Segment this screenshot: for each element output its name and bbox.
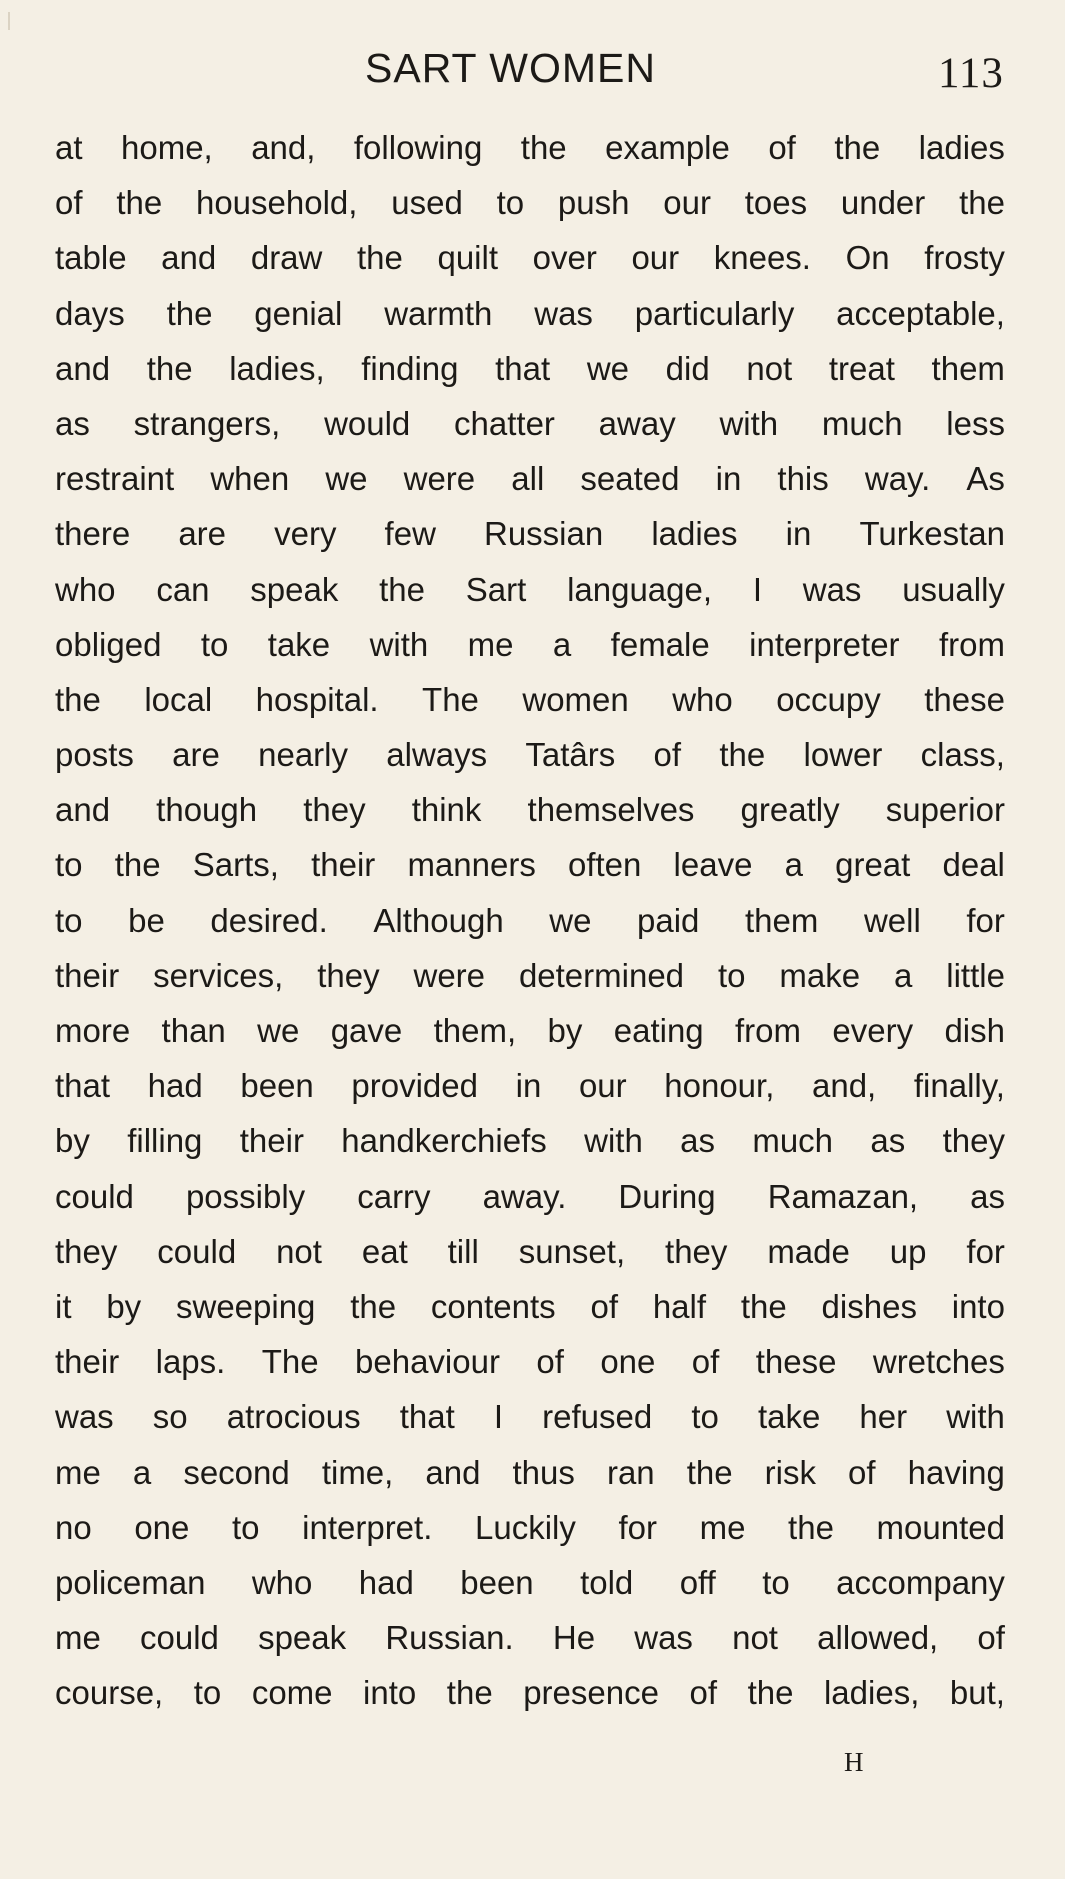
word: her [859,1398,908,1436]
word: hospital. [255,680,379,718]
word: are [178,515,227,553]
word: our [631,239,680,277]
text-line [55,617,1005,672]
word: often [567,846,642,884]
word: under [840,184,926,222]
word: not [276,1232,322,1270]
word: up [889,1232,927,1270]
word: language, [567,570,713,608]
word: over [532,239,597,277]
text-line [55,727,1005,782]
word: it [55,1287,72,1325]
word: determined [518,956,685,994]
word: the [114,846,161,884]
word: me [467,625,514,663]
word: in [515,1067,542,1105]
word: posts [55,736,134,774]
word: services, [153,956,284,994]
word: Luckily [474,1508,576,1546]
word: make [779,956,861,994]
word: seated [580,460,680,498]
word: with [369,625,429,663]
word: little [946,956,1005,994]
word: by [55,1122,90,1160]
word: that [495,349,551,387]
word: not [732,1619,778,1657]
word: class, [920,736,1005,774]
word: to [232,1508,260,1546]
word: half [652,1287,707,1325]
word: the [747,1674,794,1712]
word: to [717,956,746,994]
word: draw [250,239,323,277]
word: made [767,1232,850,1270]
word: would [324,404,411,442]
word: the [719,736,766,774]
word: we [325,460,368,498]
text-line [55,230,1005,285]
word: but, [949,1674,1005,1712]
word: home, [121,129,213,166]
word: accompany [836,1563,1005,1601]
word: who [672,680,733,718]
word: no [55,1508,92,1546]
word: a [894,956,913,994]
text-line [55,1555,1005,1610]
word: and [55,349,111,387]
word: push [557,184,630,222]
word: these [924,680,1005,718]
word: and [425,1453,481,1491]
word: ladies, [229,349,325,387]
word: much [752,1122,834,1160]
word: I [752,570,762,608]
word: lower [803,736,883,774]
word: into [951,1287,1005,1325]
word: away [598,404,676,442]
word: in [785,515,812,553]
word: had [147,1067,203,1105]
word: who [251,1563,313,1601]
word: of [768,129,796,166]
word: toes [744,184,808,222]
word: chatter [454,404,555,442]
word: paid [637,901,700,939]
word: He [552,1619,596,1657]
word: more [55,1012,131,1049]
word: was [534,294,593,332]
word: Sart [465,570,527,608]
word: leave [673,846,753,884]
word: policeman [55,1563,206,1601]
word: quilt [437,239,499,277]
word: in [715,460,742,498]
word: can [156,570,210,608]
word: the [788,1508,834,1546]
word: as [55,404,90,442]
word: of [848,1453,876,1491]
running-head: SART WOMEN [365,45,656,91]
word: a [784,846,803,884]
page-header [0,38,1065,98]
word: to [762,1563,790,1601]
word: and [161,239,217,277]
word: till [447,1232,479,1270]
text-line [55,1500,1005,1555]
word: frosty [924,239,1005,277]
word: we [549,901,592,939]
word: eating [613,1012,704,1049]
word: them, [433,1012,517,1049]
word: of [689,1674,718,1712]
word: On [845,239,890,277]
word: to [496,184,525,222]
word: our [578,1067,627,1105]
text-line [55,1665,1005,1720]
word: sweeping [175,1287,316,1325]
word: the [350,1287,397,1325]
word: and, [812,1067,877,1105]
word: we [257,1012,300,1049]
word: finally, [913,1067,1005,1105]
word: the [379,570,425,608]
text-line [55,1058,1005,1113]
word: them [744,901,819,939]
word: of [55,184,83,222]
word: treat [828,349,895,387]
word: to [55,846,83,884]
word: Ramazan, [767,1177,919,1215]
word: told [580,1563,634,1601]
word: could [140,1619,219,1657]
word: and [55,791,111,829]
word: acceptable, [836,294,1005,332]
word: a [132,1453,152,1491]
word: this [777,460,829,498]
word: As [966,460,1005,498]
word: less [946,404,1005,442]
word: with [946,1398,1005,1436]
word: every [832,1012,914,1049]
word: was [802,570,862,608]
text-line [55,451,1005,506]
word: and, [251,129,316,166]
word: of [691,1343,720,1381]
word: household, [195,184,358,222]
page-number: 113 [938,50,1004,97]
word: warmth [384,294,493,332]
word: think [411,791,482,829]
word: women [522,680,629,718]
word: few [384,515,436,553]
word: who [55,570,116,608]
text-line [55,175,1005,230]
word: handkerchiefs [341,1122,547,1160]
word: off [679,1563,716,1601]
word: manners [407,846,536,884]
word: come [251,1674,333,1712]
word: wretches [872,1343,1005,1381]
word: all [511,460,545,498]
word: behaviour [355,1343,500,1381]
text-line [55,1610,1005,1665]
text-line [55,1279,1005,1334]
word: them [931,349,1005,387]
word: away. [482,1177,567,1215]
word: the [356,239,403,277]
word: was [55,1398,114,1436]
word: when [210,460,290,498]
word: strangers, [133,404,281,442]
text-line [55,396,1005,451]
text-line [55,1445,1005,1500]
word: interpret. [302,1508,433,1546]
word: mounted [876,1508,1005,1546]
word: filling [127,1122,203,1160]
word: they [303,791,366,829]
word: well [863,901,921,939]
word: than [161,1012,226,1049]
word: following [353,129,483,166]
word: we [586,349,630,387]
word: honour, [664,1067,775,1105]
word: presence [523,1674,659,1712]
word: example [605,129,730,166]
word: not [746,349,793,387]
word: into [363,1674,417,1712]
word: having [907,1453,1005,1491]
word: Tatârs [525,736,616,774]
word: me [699,1508,746,1546]
word: one [600,1343,656,1381]
text-line [55,341,1005,396]
word: Although [373,901,504,939]
word: these [755,1343,837,1381]
word: gave [330,1012,403,1049]
word: they [942,1122,1005,1160]
word: that [399,1398,455,1436]
text-line [55,1169,1005,1224]
word: to [193,1674,222,1712]
word: were [413,956,486,994]
word: always [386,736,488,774]
word: dish [944,1012,1005,1049]
word: particularly [634,294,795,332]
word: though [156,791,258,829]
word: The [422,680,479,718]
word: to [55,901,83,939]
word: themselves [527,791,695,829]
signature-mark: H [844,1747,864,1777]
word: restraint [55,460,175,498]
word: obliged [55,625,162,663]
word: the [959,184,1005,222]
word: they [55,1232,118,1270]
word: usually [902,570,1005,608]
word: by [106,1287,142,1325]
word: desired. [210,901,328,939]
text-line [55,562,1005,617]
text-line [55,1003,1005,1058]
word: the [740,1287,787,1325]
word: I [493,1398,504,1436]
word: the [146,349,193,387]
word: me [55,1453,101,1491]
word: with [584,1122,643,1160]
word: refused [542,1398,653,1436]
text-line [55,1113,1005,1168]
word: the [116,184,163,222]
word: ladies [651,515,738,553]
word: allowed, [817,1619,939,1657]
word: could [157,1232,237,1270]
word: ran [606,1453,655,1491]
word: occupy [776,680,881,718]
word: the [55,680,101,718]
word: the [834,129,881,166]
word: with [719,404,779,442]
word: of [977,1619,1005,1657]
word: carry [357,1177,431,1215]
word: used [391,184,463,222]
word: to [691,1398,719,1436]
word: Russian. [385,1619,514,1657]
word: from [938,625,1005,663]
word: possibly [185,1177,306,1215]
word: could [55,1177,134,1215]
word: the [520,129,567,166]
word: that [55,1067,111,1105]
word: for [966,1232,1005,1270]
text-line [55,672,1005,727]
word: been [240,1067,314,1105]
word: as [870,1122,906,1160]
text-line [55,506,1005,561]
word: superior [885,791,1005,829]
word: are [172,736,220,774]
word: of [653,736,682,774]
word: take [757,1398,821,1436]
word: as [970,1177,1005,1215]
word: contents [430,1287,556,1325]
word: for [618,1508,657,1546]
word: local [144,680,213,718]
word: be [128,901,165,939]
word: course, [55,1674,164,1712]
word: The [261,1343,319,1381]
word: deal [942,846,1005,884]
word: been [460,1563,534,1601]
word: at [55,129,83,166]
word: their [55,1343,120,1381]
word: there [55,515,131,553]
word: from [735,1012,802,1049]
word: very [274,515,337,553]
word: me [55,1619,101,1657]
word: did [665,349,710,387]
text-line [55,1389,1005,1444]
word: had [358,1563,414,1601]
word: days [55,294,125,332]
word: the [166,294,213,332]
text-line [55,782,1005,837]
word: thus [512,1453,575,1491]
word: Russian [484,515,604,553]
word: was [634,1619,693,1657]
word: their [239,1122,304,1160]
word: sunset, [518,1232,626,1270]
text-line [55,286,1005,341]
word: ladies [918,129,1005,166]
word: so [152,1398,188,1436]
word: of [536,1343,564,1381]
word: by [547,1012,583,1049]
word: During [618,1177,716,1215]
word: ladies, [823,1674,920,1712]
word: a [552,625,572,663]
word: greatly [740,791,840,829]
word: as [680,1122,715,1160]
text-line [55,893,1005,948]
text-line [55,1224,1005,1279]
word: the [446,1674,493,1712]
paper-mark [8,12,10,30]
word: our [663,184,711,222]
word: female [610,625,710,663]
word: their [311,846,376,884]
body-text [55,120,1005,1720]
word: interpreter [749,625,900,663]
word: the [686,1453,733,1491]
word: time, [321,1453,394,1491]
word: laps. [155,1343,226,1381]
word: speak [250,570,339,608]
text-line [55,1334,1005,1389]
text-line [55,837,1005,892]
word: table [55,239,127,277]
word: eat [361,1232,408,1270]
word: great [835,846,911,884]
word: much [821,404,903,442]
text-line [55,120,1005,175]
word: their [55,956,120,994]
word: Turkestan [859,515,1005,553]
word: Sarts, [192,846,279,884]
word: they [317,956,380,994]
word: speak [258,1619,347,1657]
text-line [55,948,1005,1003]
word: second [183,1453,290,1491]
word: way. [864,460,931,498]
word: of [590,1287,619,1325]
word: knees. [713,239,811,277]
word: were [403,460,476,498]
word: finding [361,349,459,387]
word: risk [764,1453,816,1491]
word: take [267,625,331,663]
word: atrocious [226,1398,361,1436]
word: dishes [821,1287,917,1325]
word: they [665,1232,728,1270]
word: provided [351,1067,478,1105]
word: nearly [258,736,348,774]
word: genial [254,294,343,332]
word: to [200,625,229,663]
word: for [966,901,1005,939]
word: one [134,1508,190,1546]
